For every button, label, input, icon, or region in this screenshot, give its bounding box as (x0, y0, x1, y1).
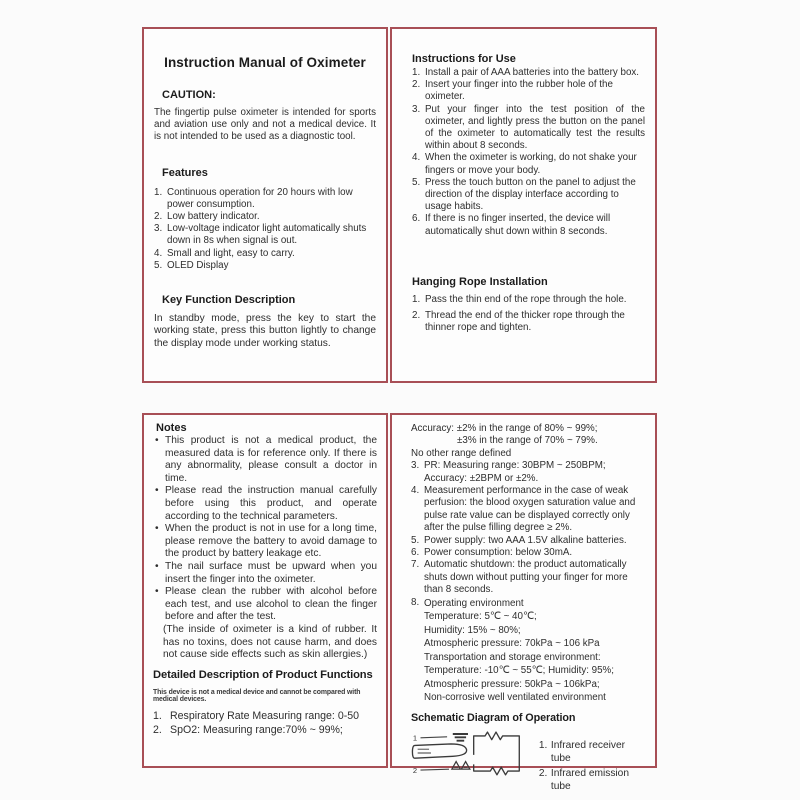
instructions-heading: Instructions for Use (412, 53, 516, 65)
list-item (153, 586, 377, 624)
list-number: 2. (412, 79, 421, 91)
list-number: 6. (411, 547, 420, 559)
list-item (153, 710, 377, 723)
finger-icon (412, 744, 466, 758)
list-item (154, 260, 376, 272)
panel-notes (142, 413, 388, 768)
list-number: 2. (412, 310, 421, 322)
list-text: SpO2: Measuring range:70% ~ 99%; (170, 724, 343, 737)
list-text: Press the touch button on the panel to adjust the direction of the display interface according to usage habits. (425, 176, 636, 213)
spec-line: Transportation and storage environment: (424, 651, 601, 663)
list-number: 2. (153, 724, 162, 737)
detailed-description-heading: Detailed Description of Product Functions (153, 668, 373, 681)
list-item (411, 485, 646, 535)
list-item (154, 223, 376, 247)
notes-list (153, 435, 377, 662)
list-number: 5. (411, 534, 420, 546)
spec-line: Measurement performance in the case of weak perfusion: the blood oxygen saturation value and pulse rate value can be displayed correctly only after the pulse filling degree ≥ 2%. (424, 485, 636, 534)
list-text: Install a pair of AAA batteries into the battery box. (425, 67, 640, 78)
list-item (411, 559, 646, 596)
list-text: Infrared emission tube (550, 767, 630, 793)
features-heading: Features (162, 166, 208, 179)
list-number: 8. (411, 596, 420, 608)
list-number: 5. (154, 259, 163, 271)
list-item (153, 561, 377, 586)
list-number: 1. (154, 186, 163, 198)
list-item (412, 310, 645, 334)
list-number: 1. (412, 67, 421, 78)
panel-specifications (390, 413, 657, 793)
functions-list (153, 710, 377, 738)
list-item (539, 739, 646, 766)
list-text: Infrared receiver tube (550, 739, 626, 765)
list-number: 4. (411, 485, 420, 497)
list-item (411, 535, 646, 547)
list-item (153, 485, 377, 523)
bullet-marker: • (155, 560, 159, 572)
list-item (411, 547, 646, 559)
schematic-heading: Schematic Diagram of Operation (411, 711, 576, 724)
no-range-line: No other range defined (411, 447, 512, 459)
list-item (411, 460, 646, 485)
list-number: 1. (412, 293, 421, 305)
list-item (412, 79, 645, 103)
list-number: 7. (411, 559, 420, 571)
bullet-marker: • (155, 485, 159, 497)
bullet-marker: • (155, 586, 159, 598)
list-text: When the product is not in use for a long time, please remove the battery to avoid damage to the product by battery leakage etc. (165, 523, 377, 560)
list-item (154, 248, 376, 260)
page-title: Instruction Manual of Oximeter (164, 55, 366, 70)
list-number: 2. (538, 767, 548, 779)
caution-text: The fingertip pulse oximeter is intended for sports and aviation use only and not a medical device. It is not intended to be used as a diagnostic tool. (154, 107, 376, 143)
hanging-rope-list (412, 294, 645, 335)
list-number: 2. (154, 211, 163, 223)
list-text: This product is not a medical product, the measured data is for reference only. If there is any abnormality, please consult a doctor in time. (165, 435, 377, 484)
list-text: The nail surface must be upward when you insert the finger into the oximeter. (165, 560, 377, 585)
spec-line: Temperature: 5℃ ~ 40℃; (424, 611, 537, 623)
list-number: 4. (154, 247, 163, 259)
list-text: Small and light, easy to carry. (167, 247, 295, 259)
list-item (412, 152, 645, 176)
list-item (539, 767, 646, 794)
list-number: 3. (411, 460, 420, 472)
features-list (154, 187, 376, 272)
spec-line: Temperature: -10℃ ~ 55℃; Humidity: 95%; (424, 665, 614, 677)
instructions-list (412, 67, 645, 238)
list-item (411, 597, 646, 705)
list-item (412, 294, 645, 306)
list-number: 5. (412, 176, 421, 188)
list-text: When the oximeter is working, do not shake your fingers or move your body. (425, 152, 637, 176)
panel-instructions-for-use (390, 27, 657, 383)
spec-line: Power consumption: below 30mA. (424, 547, 573, 559)
disclaimer-fine-print: This device is not a medical device and cannot be compared with medical devices. (153, 688, 361, 703)
list-item (154, 187, 376, 211)
list-text: Please clean the rubber with alcohol before each test, and use alcohol to clean the finger before and after the test. (165, 586, 377, 623)
list-text: Insert your finger into the rubber hole of the oximeter. (425, 79, 613, 103)
list-text: Thread the end of the thicker rope through the thinner rope and tighten. (425, 310, 625, 334)
list-item (412, 67, 645, 79)
panel-general-info (142, 27, 388, 383)
infrared-receiver-icon (453, 734, 468, 741)
list-item (153, 724, 377, 737)
schematic-legend (539, 738, 646, 794)
key-function-heading: Key Function Description (162, 294, 296, 307)
list-number: 1. (153, 709, 162, 722)
list-text: Respiratory Rate Measuring range: 0-50 (170, 709, 360, 722)
schematic-label-1: 1 (412, 733, 418, 743)
schematic-label-2: 2 (412, 765, 418, 775)
hanging-rope-heading: Hanging Rope Installation (412, 275, 548, 288)
bullet-marker: • (155, 523, 159, 535)
infrared-emission-icon (452, 761, 470, 769)
spec-line: Atmospheric pressure: 70kPa ~ 106 kPa (424, 638, 600, 650)
specifications-list (411, 460, 646, 704)
spec-line: Atmospheric pressure: 50kPa ~ 106kPa; (424, 678, 600, 690)
spec-line: Automatic shutdown: the product automatically shuts down without putting your finger for more than 8 seconds. (424, 559, 628, 596)
list-text: Continuous operation for 20 hours with low power consumption. (167, 186, 353, 210)
accuracy-line-2: ±3% in the range of 70% ~ 79%. (457, 435, 598, 447)
list-number: 4. (412, 152, 421, 164)
list-number: 6. (412, 213, 421, 225)
spec-line: Operating environment (424, 597, 524, 609)
spec-line: Power supply: two AAA 1.5V alkaline batteries. (424, 534, 627, 546)
accuracy-line-1: Accuracy: ±2% in the range of 80% ~ 99%; (411, 423, 598, 434)
list-text: If there is no finger inserted, the device will automatically shut down within 8 seconds. (425, 213, 611, 237)
caution-heading: CAUTION: (162, 89, 216, 101)
spec-line: PR: Measuring range: 30BPM ~ 250BPM; (424, 460, 606, 472)
list-item (153, 435, 377, 485)
list-text: Put your finger into the test position of the oximeter, and lightly press the button on the panel of the oximeter to automatically test the results within about 8 seconds. (425, 103, 645, 152)
list-number: 3. (412, 103, 421, 115)
list-item (153, 523, 377, 561)
list-item (412, 177, 645, 214)
spec-line: Humidity: 15% ~ 80%; (424, 624, 521, 636)
list-text: Pass the thin end of the rope through the hole. (425, 293, 627, 305)
schematic-section (411, 728, 646, 794)
key-function-text: In standby mode, press the key to start the working state, press this button lightly to change the display mode under working status. (154, 313, 376, 349)
list-item (154, 211, 376, 223)
list-text: Please read the instruction manual carefully before using this product, and operate according to the technical parameters. (165, 485, 377, 522)
list-item (412, 213, 645, 237)
circuit-box-icon (474, 732, 520, 775)
list-number: 1. (538, 739, 548, 751)
notes-heading: Notes (156, 422, 187, 434)
list-number: 3. (154, 223, 163, 235)
list-text: Low-voltage indicator light automatically shuts down in 8s when signal is out. (167, 223, 367, 247)
schematic-diagram-icon (411, 728, 527, 778)
spec-line: Non-corrosive well ventilated environment (424, 692, 606, 704)
list-text: Low battery indicator. (167, 211, 260, 223)
notes-continuation: (The inside of oximeter is a kind of rubber. It has no toxins, does not cause harm, and does not cause side effects such as skin allergies.) (163, 623, 377, 661)
list-item (412, 104, 645, 153)
spec-line: Accuracy: ±2BPM or ±2%. (424, 472, 539, 484)
list-text: OLED Display (167, 259, 229, 271)
bullet-marker: • (155, 435, 159, 446)
